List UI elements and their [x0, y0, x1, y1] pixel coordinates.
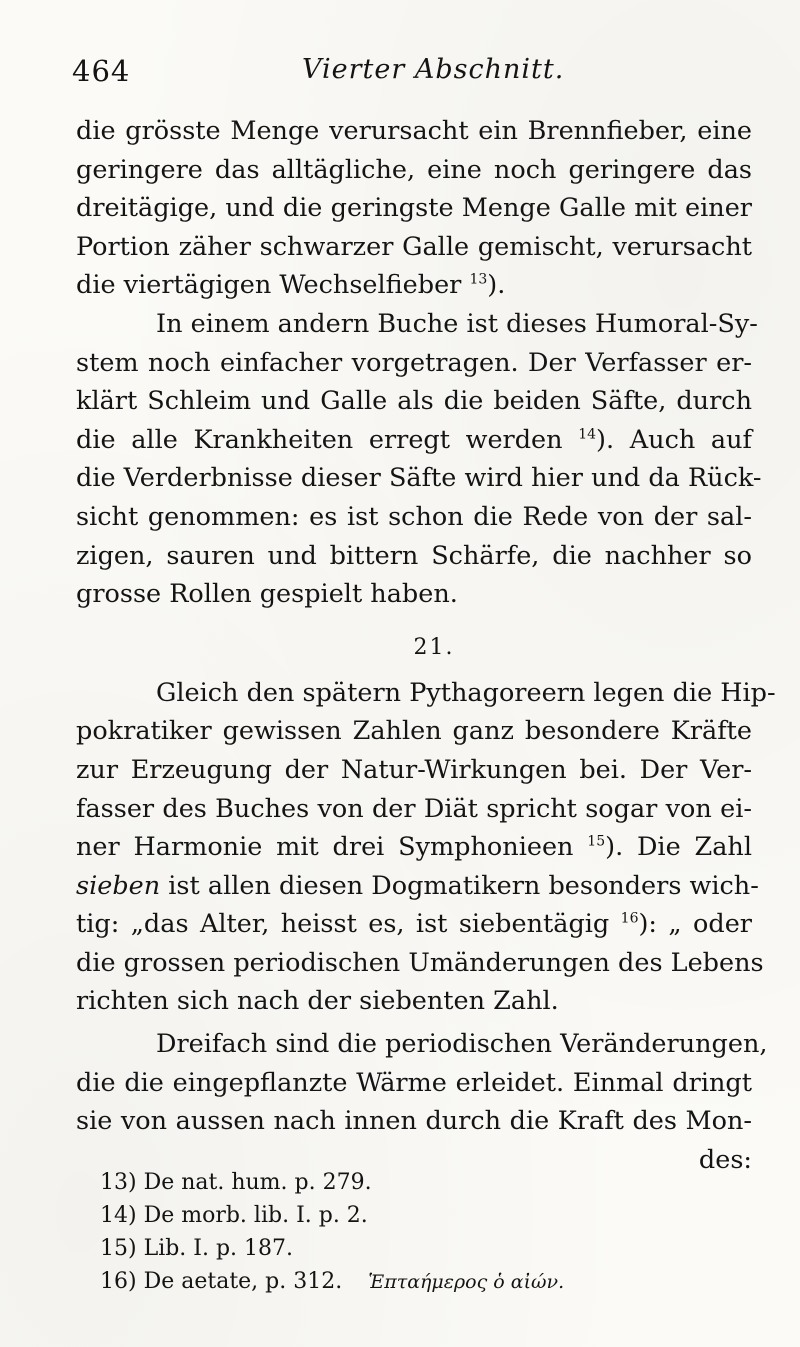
text-line: richten sich nach der siebenten Zahl.: [76, 986, 559, 1017]
text-line: zur Erzeugung der Natur-Wirkungen bei. Der Ver-: [76, 754, 752, 785]
footnotes: [100, 1166, 740, 1298]
text-line: sie von aussen nach innen durch die Kraft des Mon-: [76, 1106, 752, 1137]
footnote: [100, 1265, 740, 1298]
text-span: ). Die Zahl: [605, 832, 752, 863]
text-span: ist allen diesen Dogmatikern besonders wich-: [160, 870, 759, 901]
text-line: Portion zäher schwarzer Galle gemischt, verursacht: [76, 231, 752, 262]
text-line: pokratiker gewissen Zahlen ganz besondere Kräfte: [76, 716, 752, 747]
text-span: ): „ oder: [638, 909, 752, 940]
text-line: die die eingepflanzte Wärme erleidet. Einmal dringt: [76, 1067, 752, 1098]
text-line: fasser des Buches von der Diät spricht sogar von ei-: [76, 793, 752, 824]
text-line: [76, 828, 752, 867]
footnote-text: De nat. hum. p. 279.: [143, 1170, 372, 1195]
footnote-number: 14): [100, 1203, 137, 1228]
footnote-ref: 16: [620, 910, 639, 927]
text-span: tig: „das Alter, heisst es, ist siebentägig: [76, 909, 621, 940]
text-line: Gleich den spätern Pythagoreern legen die Hip-: [156, 677, 776, 708]
page-number: 464: [72, 54, 131, 88]
section-number: 21.: [413, 634, 455, 660]
footnote-ref: 15: [587, 833, 606, 850]
text-line: sicht genommen: es ist schon die Rede von der sal-: [76, 501, 752, 532]
text-span: ).: [487, 270, 506, 301]
body-text: [76, 112, 776, 1179]
emphasis-text: sieben: [76, 870, 161, 901]
text-line: stem noch einfacher vorgetragen. Der Verfasser er-: [76, 347, 752, 378]
text-span: ner Harmonie mit drei Symphonieen: [76, 832, 588, 863]
text-line: [76, 266, 752, 305]
text-line: In einem andern Buche ist dieses Humoral-Sy-: [156, 308, 758, 339]
text-line: dreitägige, und die geringste Menge Galle mit einer: [76, 193, 752, 224]
text-line: die grossen periodischen Umänderungen des Lebens: [76, 947, 764, 978]
text-span: die viertägigen Wechselfieber: [76, 270, 470, 301]
text-line: klärt Schleim und Galle als die beiden Säfte, durch: [76, 386, 752, 417]
page-header: [72, 54, 752, 94]
footnote-number: 13): [100, 1170, 137, 1195]
footnote-text: Lib. I. p. 187.: [143, 1236, 294, 1261]
text-line: [76, 867, 759, 906]
text-line: die grösste Menge verursacht ein Brennfieber, eine: [76, 116, 752, 146]
text-span: ). Auch auf: [596, 424, 752, 455]
text-line: [76, 905, 752, 944]
text-line: grosse Rollen gespielt haben.: [76, 579, 458, 610]
footnote-text: De morb. lib. I. p. 2.: [143, 1203, 368, 1228]
footnote-ref: 14: [578, 426, 597, 443]
footnote-ref: 13: [469, 271, 488, 288]
footnote: [100, 1166, 740, 1199]
text-line: Dreifach sind die periodischen Veränderungen,: [156, 1029, 768, 1060]
text-line: geringere das alltägliche, eine noch geringere das: [76, 154, 752, 185]
footnote-number: 16): [100, 1269, 137, 1294]
text-line: die Verderbnisse dieser Säfte wird hier und da Rück-: [76, 463, 762, 494]
text-span: die alle Krankheiten erregt werden: [76, 424, 579, 455]
footnote-number: 15): [100, 1236, 137, 1261]
footnote-text: De aetate, p. 312.: [143, 1269, 343, 1294]
footnote: [100, 1199, 740, 1232]
footnote: [100, 1232, 740, 1265]
text-line: [76, 421, 752, 460]
catchword: des:: [698, 1144, 752, 1175]
greek-quote: Ἑπταήμερος ὁ αἰών.: [368, 1271, 565, 1293]
running-head: Vierter Abschnitt.: [302, 54, 565, 85]
text-line: zigen, sauren und bittern Schärfe, die nachher so: [76, 540, 752, 571]
